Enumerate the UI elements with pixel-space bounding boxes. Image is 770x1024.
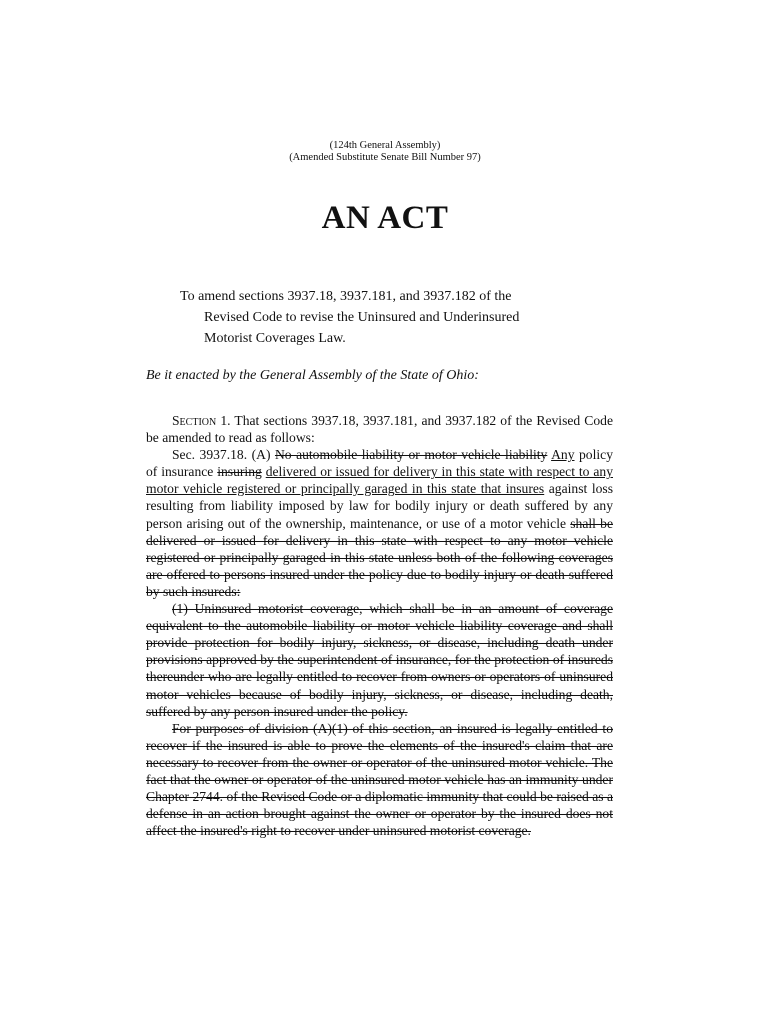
inserted-text: Any	[551, 447, 575, 463]
long-title-line-1: To amend sections 3937.18, 3937.181, and 3937.182 of the	[180, 289, 512, 304]
inserted-text: delivered or issued for delivery in this state with respect to any motor vehicle registered or principally garaged in this state that insures	[146, 464, 613, 497]
bill-number-line: (Amended Substitute Senate Bill Number 97)	[289, 152, 481, 163]
division-a1-paragraph: (1) Uninsured motorist coverage, which shall be in an amount of coverage equivalent to the automobile liability or motor vehicle liability coverage and shall provide protection for bodily injury, sickness, or disease, including death under provisions approved by the superintendent of insurance, for the protection of insureds thereunder who are legally entitled to recover from owners or operators of uninsured motor vehicles because of bodily injury, sickness, or disease, including death, suffered by any person insured under the policy.	[146, 601, 613, 719]
act-title: AN ACT	[321, 200, 449, 236]
enacting-clause: Be it enacted by the General Assembly of the State of Ohio:	[146, 368, 479, 383]
long-title-line-2: Revised Code to revise the Uninsured and Underinsured	[204, 310, 520, 325]
body-text: policy of insurance	[146, 447, 613, 480]
assembly-line: (124th General Assembly)	[329, 140, 441, 151]
long-title	[180, 286, 580, 349]
sec-lead: Sec. 3937.18. (A)	[172, 447, 275, 463]
section-label: Section	[172, 413, 217, 428]
purposes-paragraph: For purposes of division (A)(1) of this section, an insured is legally entitled to recover if the insured is able to prove the elements of the insured's claim that are necessary to recover from the owner or operator of the uninsured motor vehicle. The fact that the owner or operator of the uninsured motor vehicle has an immunity under Chapter 2744. of the Revised Code or a diplomatic immunity that could be raised as a defense in an action brought against the owner or operator by the insured does not affect the insured's right to recover under uninsured motorist coverage.	[146, 720, 613, 839]
bill-body	[146, 412, 613, 839]
section-1-paragraph	[146, 412, 613, 446]
long-title-line-3: Motorist Coverages Law.	[204, 331, 346, 346]
deleted-text: shall be delivered or issued for delivery in this state with respect to any motor vehicle registered or principally garaged in this state unless both of the following coverages are offered to persons insured under the policy due to bodily injury or death suffered by such insureds:	[146, 515, 614, 599]
deleted-text: insuring	[217, 464, 262, 480]
section-1-text: 1. That sections 3937.18, 3937.181, and 3937.182 of the Revised Code be amended to read as follows:	[146, 413, 613, 446]
deleted-text: No automobile liability or motor vehicle liability	[274, 447, 548, 463]
body-text: against loss resulting from liability imposed by law for bodily injury or death suffered by any person arising out of the ownership, maintenance, or use of a motor vehicle	[146, 481, 613, 531]
sec-3937-18-paragraph	[146, 446, 613, 600]
